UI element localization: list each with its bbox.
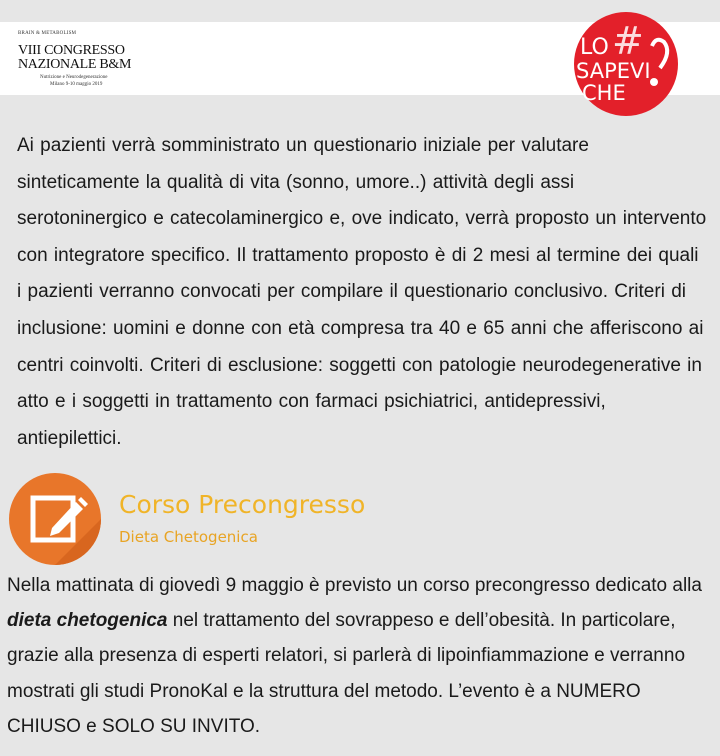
course-text-before: Nella mattinata di giovedì 9 maggio è previsto un corso precongresso dedicato alla (7, 575, 702, 596)
lo-sapevi-che-badge (568, 12, 688, 118)
logo-small-text: BRAIN & METABOLISM (18, 31, 77, 36)
course-paragraph (7, 568, 717, 744)
badge-hash: # (612, 19, 644, 63)
congress-logo (16, 28, 176, 94)
intro-paragraph: Ai pazienti verrà somministrato un questionario iniziale per valutare sinteticamente la qualità di vita (sonno, umore..) attività degli assi serotoninergico e catecolaminergico e, ove indicato, verrà proposto un intervento con integratore specifico. Il trattamento proposto è di 2 mesi al termine dei quali i pazienti verranno convocati per compilare il questionario conclusivo. Criteri di inclusione: uomini e donne con età compresa tra 40 e 65 anni che afferiscono ai centri coinvolti. Criteri di esclusione: soggetti con patologie neurodegenerative in atto e i soggetti in trattamento con farmaci psichiatrici, antidepressivi, antiepilettici. (17, 135, 707, 449)
logo-title-line2: NAZIONALE B&M (18, 57, 132, 72)
badge-che: CHE (582, 81, 626, 105)
section-header (8, 474, 408, 564)
course-text-after: nel trattamento del sovrappeso e dell’obesità. In particolare, grazie alla presenza di esperti relatori, si parlerà di lipoinfiammazione e verranno mostrati gli studi PronoKal e la struttura del metodo. L’evento è a NUMERO CHIUSO e SOLO SU INVITO. (7, 610, 686, 737)
badge-sapevi: SAPEVI (576, 59, 651, 83)
section-subtitle: Dieta Chetogenica (119, 528, 258, 546)
logo-subtitle-line1: Nutrizione e Neurodegenerazione (40, 75, 108, 80)
edit-note-icon (8, 472, 104, 568)
logo-subtitle-line2: Milano 9-10 maggio 2019 (50, 82, 103, 87)
badge-question-dot (650, 78, 658, 86)
logo-title-line1: VIII CONGRESSO (18, 43, 125, 58)
course-text-emphasis: dieta chetogenica (7, 610, 168, 632)
badge-lo: LO (580, 35, 609, 60)
section-title: Corso Precongresso (119, 490, 366, 519)
